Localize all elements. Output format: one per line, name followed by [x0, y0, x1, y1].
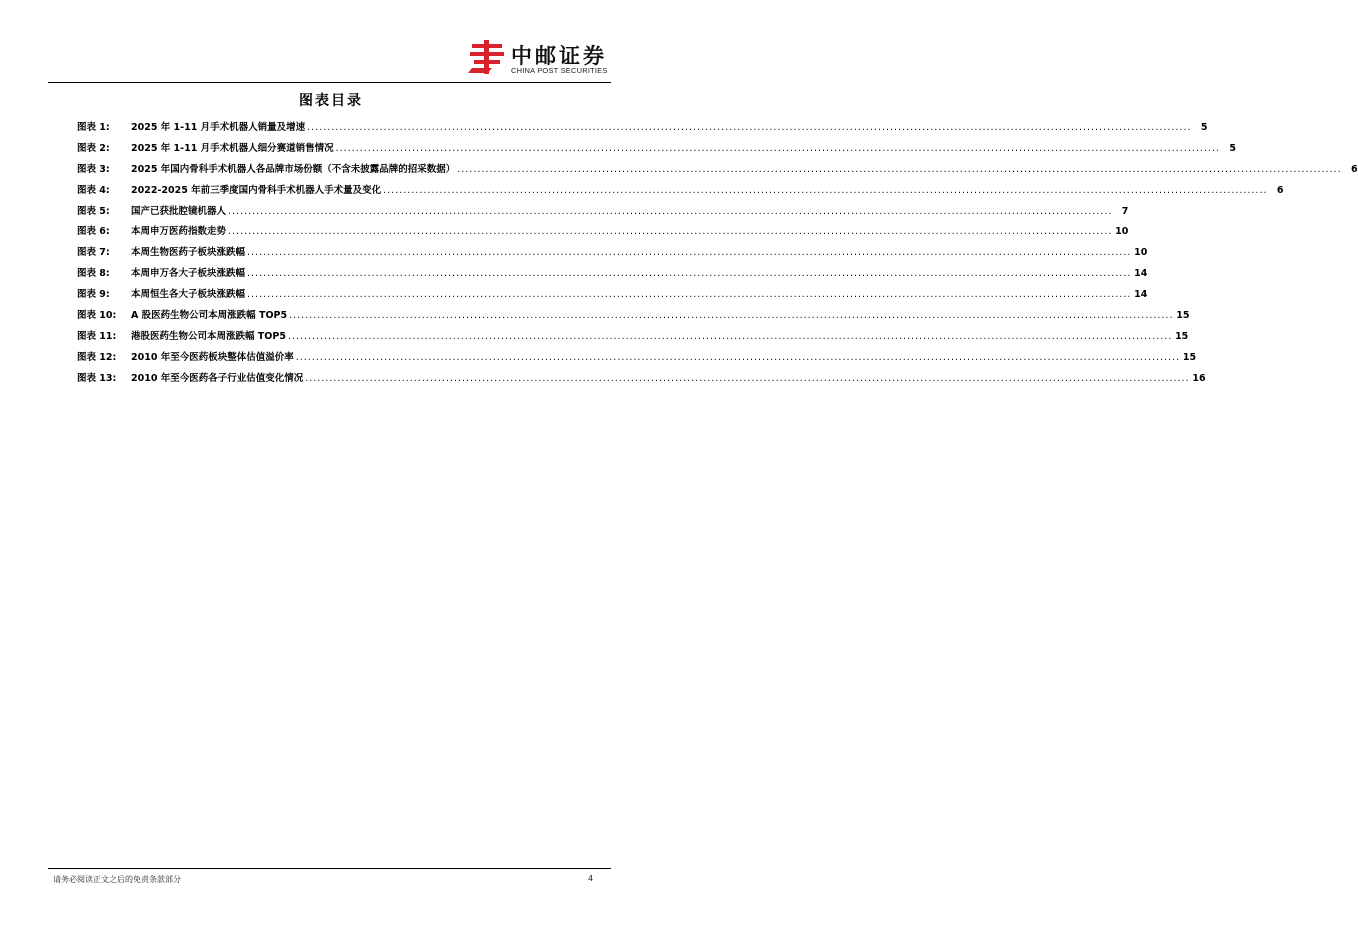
toc-list	[77, 119, 1358, 391]
toc-entry[interactable]	[77, 244, 1148, 265]
toc-entry-label: 图表 7:	[77, 247, 110, 259]
toc-entry-title: 国产已获批腔镜机器人	[131, 205, 227, 217]
header-divider	[48, 82, 611, 83]
toc-entry-page: 15	[1176, 310, 1190, 322]
toc-dot-leader: ............................................................................................................................................................................................................................	[247, 289, 1132, 301]
toc-dot-leader: ............................................................................................................................................................................................................................	[307, 122, 1192, 133]
toc-dot-leader: ............................................................................................................................................................................................................................	[289, 310, 1174, 322]
toc-entry-page: 6	[1350, 163, 1358, 175]
toc-entry-label: 图表 9:	[77, 289, 110, 301]
toc-entry[interactable]	[77, 265, 1148, 286]
toc-entry-label: 图表 4:	[77, 184, 110, 196]
toc-entry-page: 10	[1115, 226, 1129, 238]
toc-dot-leader: ............................................................................................................................................................................................................................	[335, 142, 1220, 154]
toc-entry-title: A 股医药生物公司本周涨跌幅 TOP5	[131, 310, 288, 322]
toc-entry-label: 图表 1:	[77, 122, 110, 133]
toc-dot-leader: ............................................................................................................................................................................................................................	[287, 330, 1173, 342]
toc-entry[interactable]	[77, 119, 1208, 140]
toc-dot-leader: ............................................................................................................................................................................................................................	[383, 184, 1268, 196]
toc-entry-page: 5	[1229, 142, 1236, 154]
toc-entry[interactable]	[77, 286, 1148, 307]
toc-entry[interactable]	[77, 307, 1190, 328]
toc-dot-leader: ............................................................................................................................................................................................................................	[228, 226, 1113, 238]
toc-entry[interactable]	[77, 349, 1197, 370]
toc-entry-title: 2025 年 1-11 月手术机器人销量及增速	[131, 122, 306, 133]
toc-dot-leader: ............................................................................................................................................................................................................................	[457, 163, 1342, 175]
toc-entry-title: 2025 年国内骨科手术机器人各品牌市场份额（不含未披露品牌的招采数据）	[131, 163, 456, 175]
page-number: 4	[588, 874, 594, 883]
toc-entry[interactable]	[77, 370, 1206, 391]
toc-title: 图表目录	[299, 93, 363, 109]
toc-entry-label: 图表 11:	[77, 330, 117, 342]
toc-entry-page: 15	[1175, 330, 1189, 342]
toc-entry-title: 本周生物医药子板块涨跌幅	[131, 247, 246, 259]
logo-chinese-name: 中邮证券	[511, 44, 607, 68]
toc-entry-page: 14	[1134, 289, 1148, 301]
toc-entry[interactable]	[77, 161, 1358, 182]
toc-entry-title: 2010 年至今医药板块整体估值溢价率	[131, 351, 294, 363]
logo-english-name: CHINA POST SECURITIES	[511, 66, 608, 75]
toc-entry-label: 图表 2:	[77, 142, 110, 154]
toc-entry-title: 本周申万各大子板块涨跌幅	[131, 268, 246, 280]
toc-entry-title: 2010 年至今医药各子行业估值变化情况	[131, 372, 304, 384]
toc-entry-label: 图表 8:	[77, 268, 110, 280]
toc-dot-leader: ............................................................................................................................................................................................................................	[228, 205, 1113, 217]
toc-entry-label: 图表 13:	[77, 372, 117, 384]
toc-dot-leader: ............................................................................................................................................................................................................................	[295, 351, 1181, 363]
toc-dot-leader: ............................................................................................................................................................................................................................	[247, 247, 1132, 259]
toc-entry[interactable]	[77, 182, 1284, 203]
toc-entry-title: 本周申万医药指数走势	[131, 226, 227, 238]
toc-entry-page: 15	[1182, 351, 1197, 363]
china-post-emblem-icon	[468, 38, 506, 76]
toc-entry-label: 图表 12:	[77, 351, 117, 363]
toc-dot-leader: ............................................................................................................................................................................................................................	[305, 372, 1190, 384]
toc-entry-label: 图表 3:	[77, 163, 110, 175]
toc-entry[interactable]	[77, 140, 1236, 161]
toc-entry-page: 5	[1200, 122, 1208, 133]
toc-entry[interactable]	[77, 203, 1129, 224]
toc-entry-page: 10	[1134, 247, 1148, 259]
toc-entry[interactable]	[77, 328, 1189, 349]
toc-dot-leader: ............................................................................................................................................................................................................................	[247, 268, 1132, 280]
toc-entry-label: 图表 6:	[77, 226, 110, 238]
footer-divider	[48, 868, 611, 869]
toc-entry-title: 2025 年 1-11 月手术机器人细分赛道销售情况	[131, 142, 334, 154]
toc-entry-page: 7	[1121, 205, 1129, 217]
company-logo	[468, 38, 616, 78]
disclaimer-note: 请务必阅读正文之后的免责条款部分	[53, 875, 181, 884]
toc-entry-title: 港股医药生物公司本周涨跌幅 TOP5	[131, 330, 286, 342]
toc-entry-label: 图表 10:	[77, 310, 117, 322]
toc-entry[interactable]	[77, 223, 1129, 244]
toc-entry-page: 16	[1192, 372, 1206, 384]
toc-entry-title: 本周恒生各大子板块涨跌幅	[131, 289, 246, 301]
toc-entry-label: 图表 5:	[77, 205, 110, 217]
toc-entry-page: 6	[1276, 184, 1284, 196]
toc-entry-title: 2022-2025 年前三季度国内骨科手术机器人手术量及变化	[131, 184, 382, 196]
toc-entry-page: 14	[1134, 268, 1148, 280]
